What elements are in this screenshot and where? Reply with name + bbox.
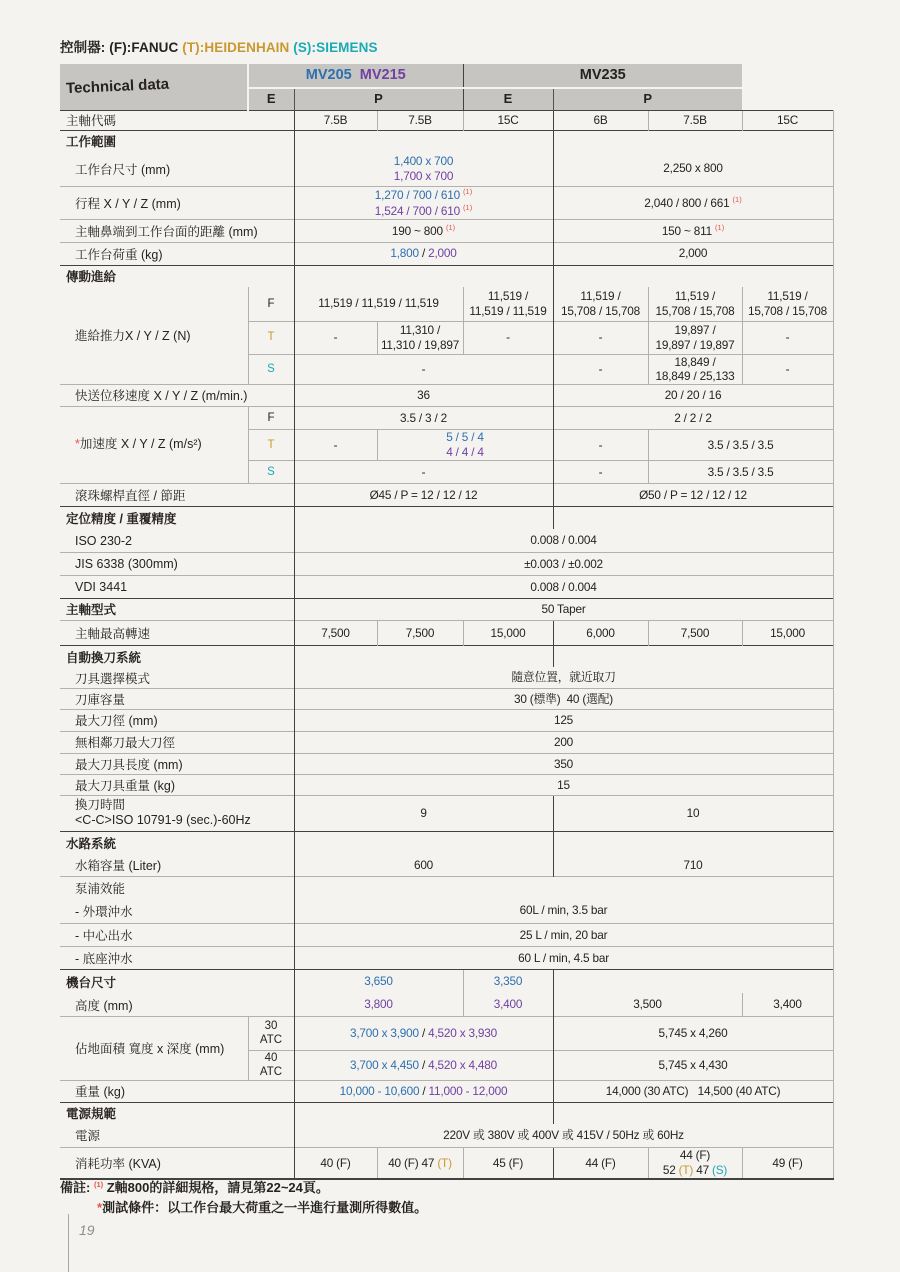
column-header: E — [463, 88, 553, 110]
spec-label: 電源規範 — [60, 1102, 294, 1124]
table-row — [60, 1147, 833, 1179]
spec-cell: 1,270 / 700 / 610 $^{(1)}$ 1,524 / 700 / 610 $^{(1)}$ — [294, 186, 553, 219]
section-row — [60, 645, 833, 667]
spec-cell — [553, 265, 833, 287]
spec-label: *加速度 X / Y / Z (m/s²) — [60, 406, 248, 483]
spec-label: 消耗功率 (KVA) — [60, 1147, 294, 1179]
spec-cell: 15C — [463, 110, 553, 130]
spec-label: 定位精度 / 重覆精度 — [60, 506, 294, 529]
table-row — [60, 795, 833, 831]
spec-cell: 1,800 / 2,000 — [294, 242, 553, 265]
spec-cell: 6B — [553, 110, 648, 130]
spec-cell: 10 — [553, 795, 833, 831]
spec-cell: 125 — [294, 709, 833, 731]
spec-cell: 44 (F) 52 (T) 47 (S) — [648, 1147, 742, 1179]
spec-sublabel: 30 ATC — [248, 1016, 294, 1050]
spec-cell: Ø50 / P = 12 / 12 / 12 — [553, 483, 833, 506]
spec-cell: ±0.003 / ±0.002 — [294, 552, 833, 575]
spec-cell: 50 Taper — [294, 598, 833, 620]
spec-cell: 2 / 2 / 2 — [553, 406, 833, 429]
spec-label: 主軸型式 — [60, 598, 294, 620]
spec-cell — [553, 130, 833, 152]
spec-cell: 10,000 - 10,600 / 11,000 - 12,000 — [294, 1080, 553, 1102]
controller-legend: 控制器: (F):FANUC (T):HEIDENHAIN (S):SIEMENS — [60, 40, 378, 55]
spec-label: 換刀時間 <C-C>ISO 10791-9 (sec.)-60Hz — [60, 795, 294, 831]
spec-label: 佔地面積 寬度 x 深度 (mm) — [60, 1016, 248, 1080]
spec-cell: 7,500 — [294, 620, 377, 645]
spec-cell: 30 (標準) 40 (選配) — [294, 688, 833, 709]
table-row — [60, 529, 833, 552]
table-row — [60, 854, 833, 876]
spec-cell — [294, 265, 553, 287]
spec-label: 水箱容量 (Liter) — [75, 859, 162, 874]
spec-cell: 9 — [294, 795, 553, 831]
header-row — [60, 64, 833, 88]
table-row — [60, 110, 833, 130]
spec-cell — [294, 831, 553, 854]
spec-sublabel: T — [248, 321, 294, 354]
spec-cell — [553, 1102, 833, 1124]
spec-cell: 7,500 — [648, 620, 742, 645]
spec-cell: 5,745 x 4,430 — [553, 1050, 833, 1080]
spec-cell: 3,800 — [294, 993, 463, 1016]
spec-label: 無相鄰刀最大刀徑 — [60, 731, 294, 753]
spec-sublabel: F — [248, 406, 294, 429]
spec-cell: 11,310 / 11,310 / 19,897 — [377, 321, 463, 354]
column-header: P — [294, 88, 463, 110]
spec-cell: 0.008 / 0.004 — [294, 575, 833, 598]
table-row — [60, 774, 833, 795]
table-row — [60, 242, 833, 265]
spec-label: 工作台尺寸 (mm) — [75, 162, 171, 177]
spec-cell: 60L / min, 3.5 bar — [294, 898, 833, 923]
table-row — [60, 483, 833, 506]
spec-label: 水路系統 — [60, 831, 294, 854]
table-row — [60, 186, 833, 219]
spec-cell: 11,519 / 15,708 / 15,708 — [648, 287, 742, 321]
spec-cell: 5,745 x 4,260 — [553, 1016, 833, 1050]
table-title: Technical data — [60, 64, 248, 110]
spec-label: 高度 (mm) — [75, 998, 133, 1013]
spec-cell: 36 — [294, 384, 553, 406]
spec-cell: 25 L / min, 20 bar — [294, 923, 833, 946]
spec-label: - 底座沖水 — [60, 946, 294, 969]
spec-cell: 1,400 x 700 1,700 x 700 — [294, 152, 553, 186]
page-edge-line — [68, 1214, 69, 1272]
spec-cell: 18,849 / 18,849 / 25,133 — [648, 354, 742, 384]
spec-cell: 3,650 — [294, 969, 463, 993]
spec-cell: - — [463, 321, 553, 354]
section-row — [60, 130, 833, 152]
spec-label: 最大刀具重量 (kg) — [60, 774, 294, 795]
spec-cell — [294, 876, 833, 898]
spec-cell: 44 (F) — [553, 1147, 648, 1179]
table-row — [60, 1080, 833, 1102]
spec-cell: 6,000 — [553, 620, 648, 645]
spec-sublabel: 40 ATC — [248, 1050, 294, 1080]
spec-cell: 3.5 / 3 / 2 — [294, 406, 553, 429]
spec-label: 最大刀徑 (mm) — [60, 709, 294, 731]
spec-label: VDI 3441 — [60, 575, 294, 598]
spec-cell: - — [553, 460, 648, 483]
spec-cell: 15C — [742, 110, 833, 130]
spec-cell — [294, 1102, 553, 1124]
footer-line: *測試條件：以工作台最大荷重之一半進行量測所得數值。 — [97, 1199, 428, 1215]
spec-sublabel: S — [248, 354, 294, 384]
column-header: MV205 MV215 — [248, 64, 463, 88]
spec-cell: 40 (F) — [294, 1147, 377, 1179]
spec-cell: 19,897 / 19,897 / 19,897 — [648, 321, 742, 354]
table-row — [60, 923, 833, 946]
spec-sublabel: F — [248, 287, 294, 321]
spec-cell: - — [553, 321, 648, 354]
table-row — [60, 1016, 833, 1050]
spec-label: 工作台荷重 (kg) — [60, 242, 294, 265]
table-row — [60, 406, 833, 429]
spec-cell: 2,040 / 800 / 661 $^{(1)}$ — [553, 186, 833, 219]
spec-cell — [553, 969, 833, 993]
table-row — [60, 667, 833, 688]
spec-cell: 7.5B — [648, 110, 742, 130]
spec-cell: 200 — [294, 731, 833, 753]
table-row — [60, 876, 833, 898]
spec-cell: 0.008 / 0.004 — [294, 529, 833, 552]
spec-label: 工作範圍 — [60, 130, 294, 152]
spec-cell — [553, 645, 833, 667]
spec-cell: - — [742, 321, 833, 354]
spec-cell: - — [294, 429, 377, 460]
spec-cell: 2,250 x 800 — [553, 152, 833, 186]
spec-cell: 15,000 — [742, 620, 833, 645]
spec-cell: 3,500 — [553, 993, 742, 1016]
spec-cell: 11,519 / 15,708 / 15,708 — [742, 287, 833, 321]
spec-sublabel: T — [248, 429, 294, 460]
spec-label: 主軸代碼 — [60, 110, 294, 130]
section-row — [60, 265, 833, 287]
spec-cell — [553, 506, 833, 529]
table-body — [60, 64, 833, 1179]
spec-cell: 710 — [553, 854, 833, 876]
spec-label: 重量 (kg) — [60, 1080, 294, 1102]
spec-cell: 3,700 x 3,900 / 4,520 x 3,930 — [294, 1016, 553, 1050]
spec-label: 行程 X / Y / Z (mm) — [60, 186, 294, 219]
spec-cell: 350 — [294, 753, 833, 774]
table-row — [60, 552, 833, 575]
spec-label: - 中心出水 — [60, 923, 294, 946]
spec-cell: 15,000 — [463, 620, 553, 645]
footer-note — [60, 1178, 427, 1217]
spec-label: 滾珠螺桿直徑 / 節距 — [60, 483, 294, 506]
spec-label: 機台尺寸 — [60, 969, 294, 993]
table-row — [60, 152, 833, 186]
spec-cell: 5 / 5 / 4 4 / 4 / 4 — [377, 429, 553, 460]
spec-cell: 20 / 20 / 16 — [553, 384, 833, 406]
spec-cell: 600 — [294, 854, 553, 876]
spec-cell: 49 (F) — [742, 1147, 833, 1179]
spec-label: 自動換刀系統 — [60, 645, 294, 667]
spec-cell: 15 — [294, 774, 833, 795]
spec-cell: 7,500 — [377, 620, 463, 645]
spec-label: - 外環沖水 — [75, 904, 133, 919]
section-row — [60, 831, 833, 854]
section-row — [60, 969, 833, 993]
table-row — [60, 575, 833, 598]
spec-cell: 40 (F) 47 (T) — [377, 1147, 463, 1179]
column-header: E — [248, 88, 294, 110]
spec-cell: - — [294, 460, 553, 483]
table-row — [60, 898, 833, 923]
spec-cell: 60 L / min, 4.5 bar — [294, 946, 833, 969]
footer-line: 備註: $^{(1)}$ Z軸800的詳細規格，請見第22~24頁。 — [60, 1180, 329, 1195]
table-row — [60, 688, 833, 709]
spec-label: 主軸鼻端到工作台面的距離 (mm) — [60, 219, 294, 242]
spec-label: 進給推力X / Y / Z (N) — [75, 329, 191, 344]
spec-label: 泵浦效能 — [60, 876, 294, 898]
column-header: MV235 — [463, 64, 742, 88]
table-row — [60, 620, 833, 645]
spec-cell: 7.5B — [294, 110, 377, 130]
table-row — [60, 731, 833, 753]
spec-label: 刀庫容量 — [60, 688, 294, 709]
spec-cell: 11,519 / 11,519 / 11,519 — [294, 287, 463, 321]
column-header: P — [553, 88, 742, 110]
spec-cell: - — [294, 354, 553, 384]
spec-sublabel: S — [248, 460, 294, 483]
spec-cell: 45 (F) — [463, 1147, 553, 1179]
spec-cell — [553, 831, 833, 854]
spec-cell: 3.5 / 3.5 / 3.5 — [648, 429, 833, 460]
spec-cell: 14,000 (30 ATC) 14,500 (40 ATC) — [553, 1080, 833, 1102]
spec-label: 傳動進給 — [60, 265, 294, 287]
spec-cell: 3,400 — [742, 993, 833, 1016]
spec-cell: 150 ~ 811 $^{(1)}$ — [553, 219, 833, 242]
spec-cell: - — [294, 321, 377, 354]
table-row — [60, 946, 833, 969]
spec-cell: 11,519 / 15,708 / 15,708 — [553, 287, 648, 321]
spec-cell: 3,350 — [463, 969, 553, 993]
table-row — [60, 709, 833, 731]
spec-cell: 3,700 x 4,450 / 4,520 x 4,480 — [294, 1050, 553, 1080]
spec-cell: 3,400 — [463, 993, 553, 1016]
spec-label: 快送位移速度 X / Y / Z (m/min.) — [60, 384, 294, 406]
spec-cell: 190 ~ 800 $^{(1)}$ — [294, 219, 553, 242]
spec-cell: - — [553, 354, 648, 384]
spec-label: 刀具選擇模式 — [75, 671, 151, 686]
table-row — [60, 219, 833, 242]
table-row — [60, 384, 833, 406]
section-row — [60, 1102, 833, 1124]
spec-cell: Ø45 / P = 12 / 12 / 12 — [294, 483, 553, 506]
spec-label: 最大刀具長度 (mm) — [60, 753, 294, 774]
table-row — [60, 287, 833, 321]
spec-label: 電源 — [75, 1129, 101, 1144]
section-row — [60, 598, 833, 620]
spec-cell — [294, 130, 553, 152]
spec-cell — [294, 645, 553, 667]
spec-cell: 220V 或 380V 或 400V 或 415V / 50Hz 或 60Hz — [294, 1124, 833, 1147]
spec-cell: 3.5 / 3.5 / 3.5 — [648, 460, 833, 483]
spec-label: ISO 230-2 — [75, 533, 132, 548]
spec-cell: 11,519 / 11,519 / 11,519 — [463, 287, 553, 321]
spec-label: JIS 6338 (300mm) — [60, 552, 294, 575]
table-row — [60, 753, 833, 774]
spec-cell — [294, 506, 553, 529]
spec-cell: 隨意位置，就近取刀 — [294, 667, 833, 688]
spec-table — [60, 64, 834, 1180]
spec-cell: 7.5B — [377, 110, 463, 130]
section-row — [60, 506, 833, 529]
spec-cell: - — [553, 429, 648, 460]
spec-label: 主軸最高轉速 — [60, 620, 294, 645]
spec-cell: 2,000 — [553, 242, 833, 265]
table-row — [60, 993, 833, 1016]
page-number: 19 — [79, 1222, 95, 1238]
spec-cell: - — [742, 354, 833, 384]
table-row — [60, 1124, 833, 1147]
